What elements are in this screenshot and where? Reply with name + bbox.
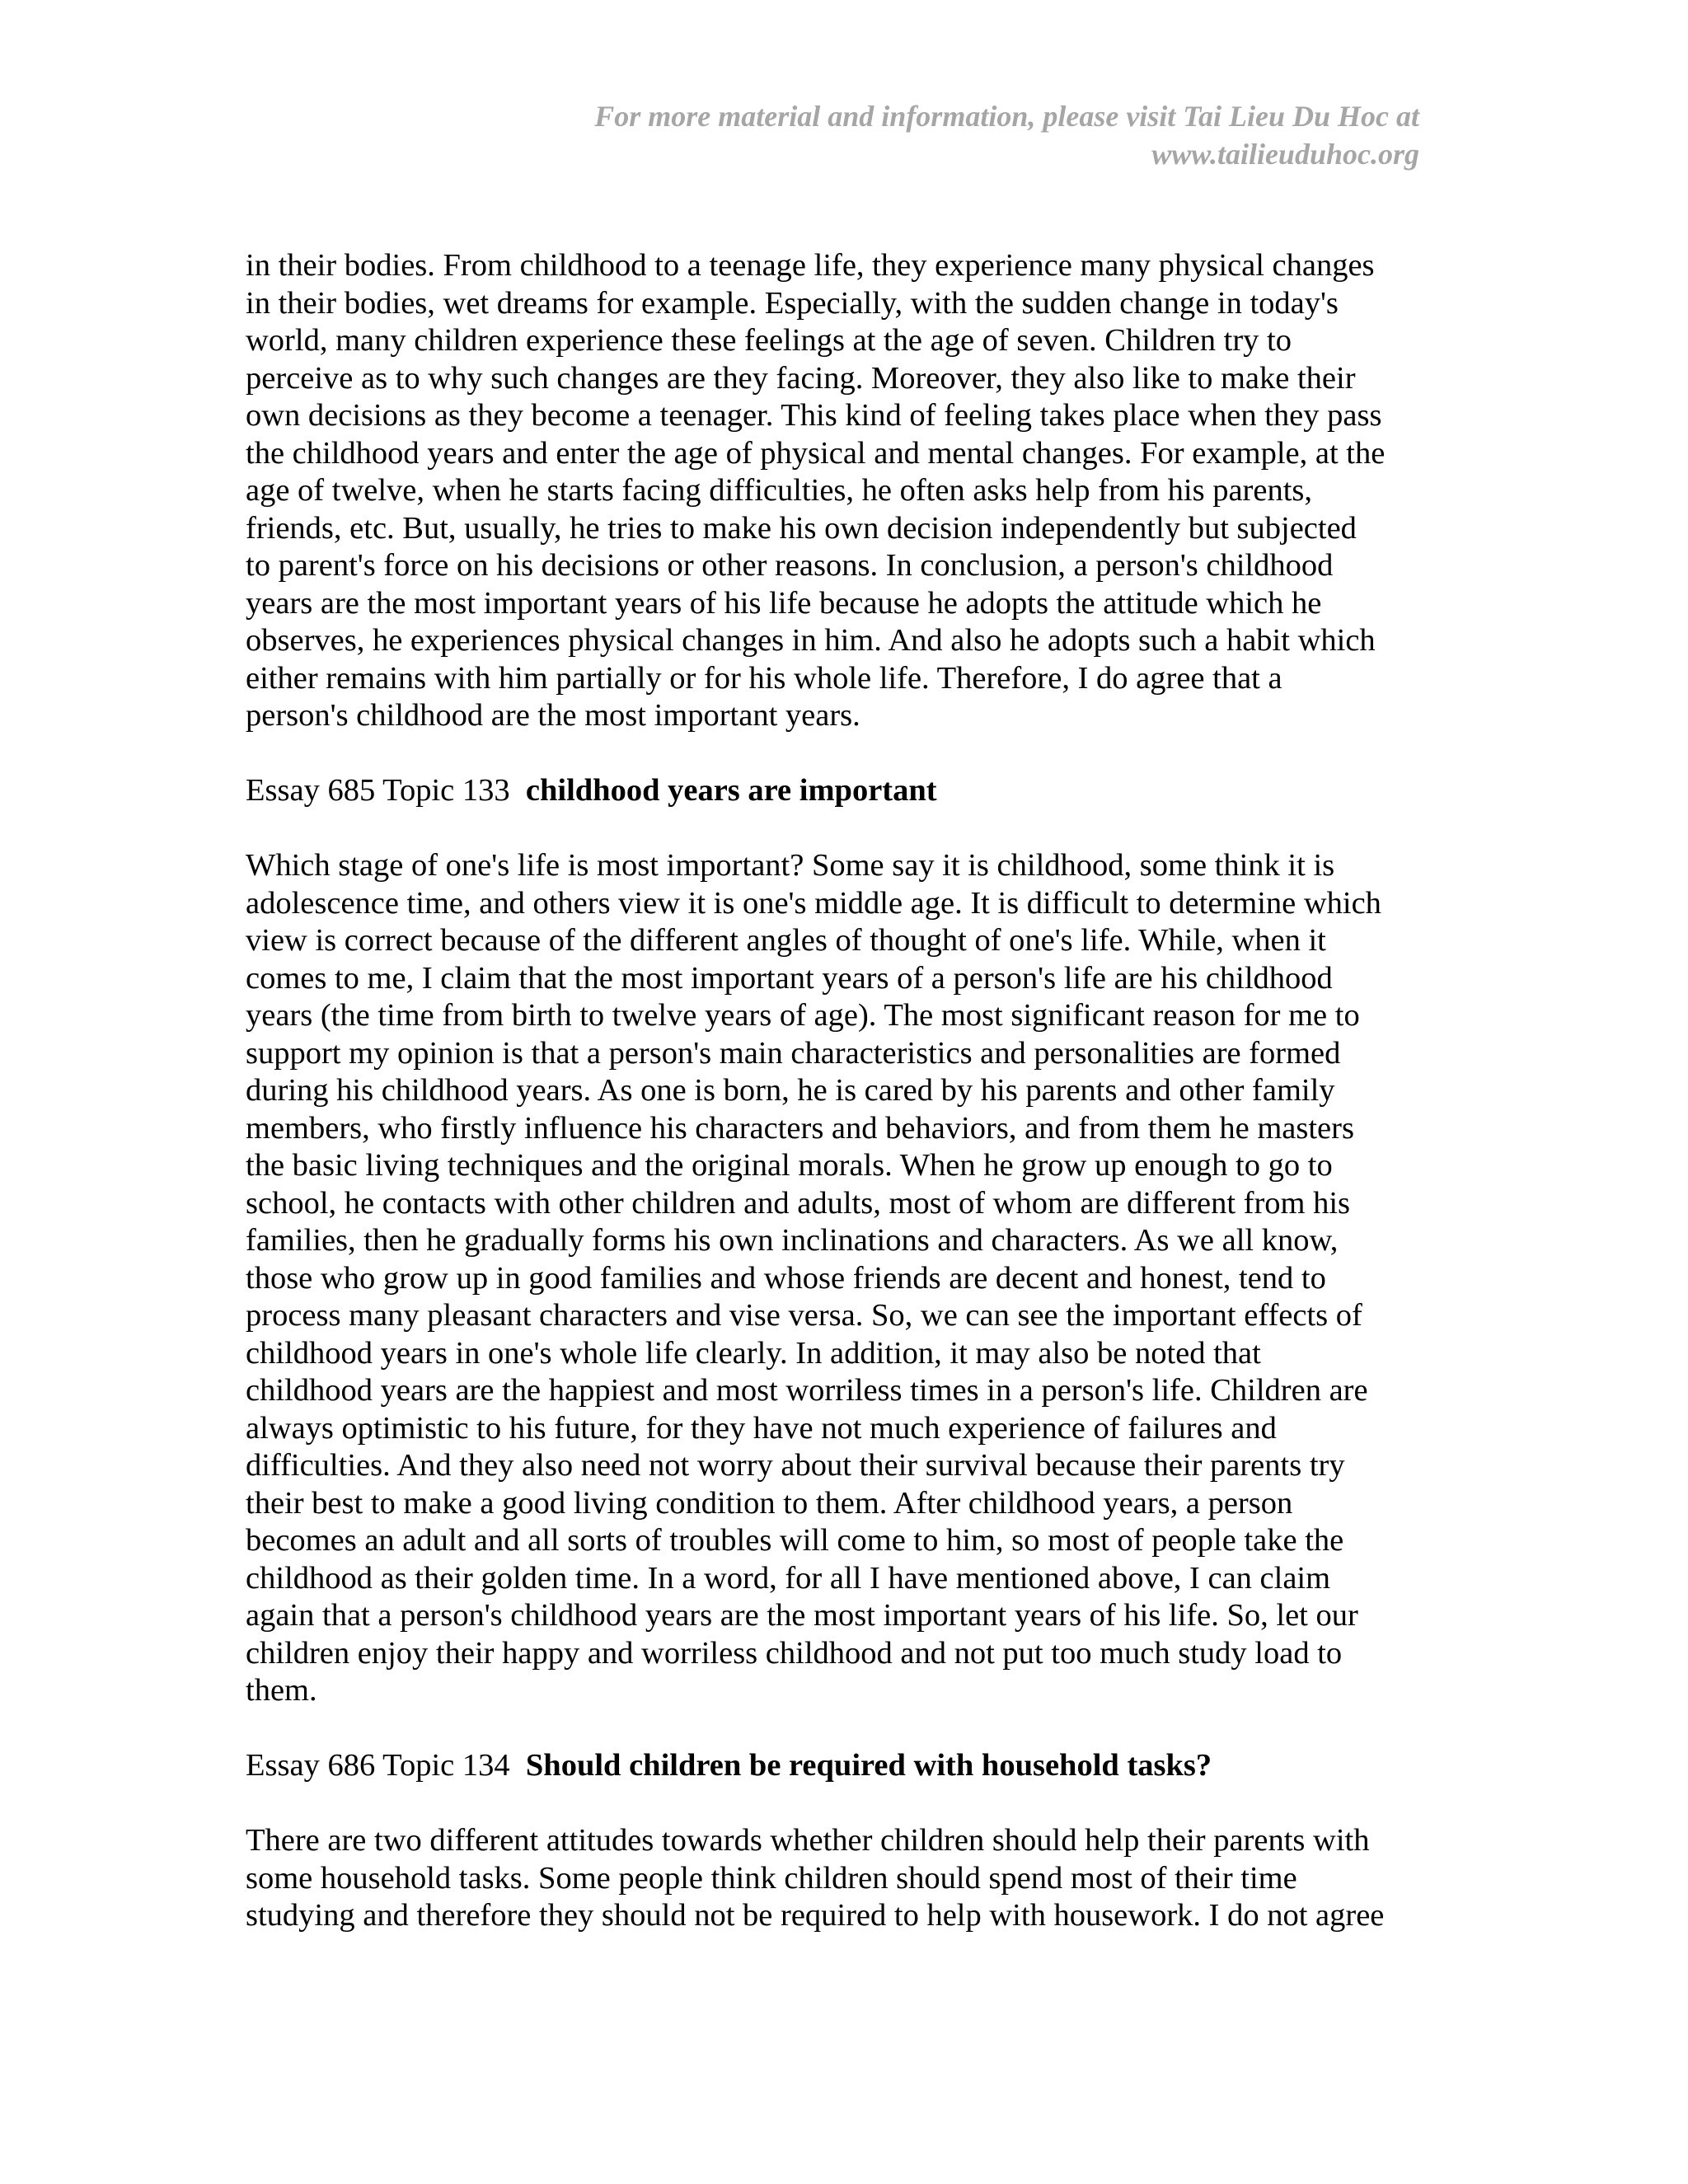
- text-line: comes to me, I claim that the most important years of a person's life are his childhood: [246, 960, 1333, 996]
- essay-686-heading: [246, 1747, 1432, 1785]
- essay-686-paragraph: [246, 1822, 1432, 1935]
- text-line: childhood years are the happiest and most worriless times in a person's life. Children are: [246, 1373, 1368, 1408]
- text-line: difficulties. And they also need not worry about their survival because their parents try: [246, 1448, 1345, 1483]
- text-line: studying and therefore they should not be required to help with housework. I do not agree: [246, 1898, 1385, 1933]
- essay-685-paragraph: [246, 847, 1432, 1710]
- text-line: years (the time from birth to twelve years of age). The most significant reason for me to: [246, 998, 1360, 1033]
- text-line: childhood as their golden time. In a word, for all I have mentioned above, I can claim: [246, 1560, 1331, 1596]
- text-line: Which stage of one's life is most important? Some say it is childhood, some think it is: [246, 848, 1335, 883]
- text-line: their best to make a good living condition to them. After childhood years, a person: [246, 1485, 1293, 1521]
- text-line: in their bodies, wet dreams for example. Especially, with the sudden change in today's: [246, 285, 1339, 321]
- text-line: again that a person's childhood years are the most important years of his life. So, let our: [246, 1598, 1358, 1633]
- text-line: adolescence time, and others view it is one's middle age. It is difficult to determine which: [246, 885, 1381, 921]
- text-line: them.: [246, 1673, 317, 1708]
- page-header: [594, 97, 1419, 173]
- continuation-paragraph: [246, 247, 1432, 735]
- text-line: childhood years in one's whole life clearly. In addition, it may also be noted that: [246, 1335, 1261, 1371]
- document-body: [246, 247, 1432, 1935]
- text-line: families, then he gradually forms his own inclinations and characters. As we all know,: [246, 1223, 1339, 1258]
- text-line: those who grow up in good families and whose friends are decent and honest, tend to: [246, 1260, 1326, 1296]
- text-line: person's childhood are the most important years.: [246, 698, 860, 733]
- text-line: perceive as to why such changes are they facing. Moreover, they also like to make their: [246, 360, 1356, 396]
- text-line: either remains with him partially or for his whole life. Therefore, I do agree that a: [246, 660, 1282, 696]
- text-line: in their bodies. From childhood to a teenage life, they experience many physical changes: [246, 248, 1375, 283]
- essay-685-label: Essay 685 Topic 133: [246, 773, 510, 808]
- essay-686-title: Should children be required with household tasks?: [525, 1748, 1212, 1783]
- text-line: the basic living techniques and the original morals. When he grow up enough to go to: [246, 1148, 1333, 1183]
- text-line: process many pleasant characters and vise versa. So, we can see the important effects of: [246, 1298, 1362, 1333]
- text-line: There are two different attitudes towards whether children should help their parents with: [246, 1823, 1370, 1858]
- text-line: some household tasks. Some people think children should spend most of their time: [246, 1860, 1297, 1896]
- essay-685-title: childhood years are important: [525, 773, 937, 808]
- header-line-2: www.tailieuduhoc.org: [1151, 138, 1419, 171]
- text-line: age of twelve, when he starts facing difficulties, he often asks help from his parents,: [246, 473, 1312, 508]
- text-line: always optimistic to his future, for they have not much experience of failures and: [246, 1410, 1277, 1446]
- text-line: years are the most important years of his life because he adopts the attitude which he: [246, 585, 1322, 621]
- text-line: world, many children experience these feelings at the age of seven. Children try to: [246, 323, 1292, 358]
- text-line: the childhood years and enter the age of physical and mental changes. For example, at the: [246, 435, 1386, 471]
- text-line: view is correct because of the different angles of thought of one's life. While, when it: [246, 923, 1326, 958]
- text-line: friends, etc. But, usually, he tries to make his own decision independently but subjected: [246, 510, 1357, 546]
- text-line: observes, he experiences physical changes in him. And also he adopts such a habit which: [246, 623, 1376, 658]
- essay-686-label: Essay 686 Topic 134: [246, 1748, 510, 1783]
- text-line: support my opinion is that a person's main characteristics and personalities are formed: [246, 1035, 1341, 1071]
- text-line: during his childhood years. As one is born, he is cared by his parents and other family: [246, 1073, 1335, 1108]
- essay-685-heading: [246, 772, 1432, 810]
- header-line-1: For more material and information, please visit Tai Lieu Du Hoc at: [594, 100, 1419, 133]
- text-line: children enjoy their happy and worriless childhood and not put too much study load to: [246, 1635, 1343, 1671]
- text-line: school, he contacts with other children and adults, most of whom are different from his: [246, 1185, 1351, 1221]
- text-line: becomes an adult and all sorts of troubles will come to him, so most of people take the: [246, 1523, 1344, 1558]
- text-line: own decisions as they become a teenager. This kind of feeling takes place when they pass: [246, 398, 1382, 433]
- text-line: members, who firstly influence his characters and behaviors, and from them he masters: [246, 1110, 1354, 1146]
- text-line: to parent's force on his decisions or other reasons. In conclusion, a person's childhood: [246, 548, 1334, 583]
